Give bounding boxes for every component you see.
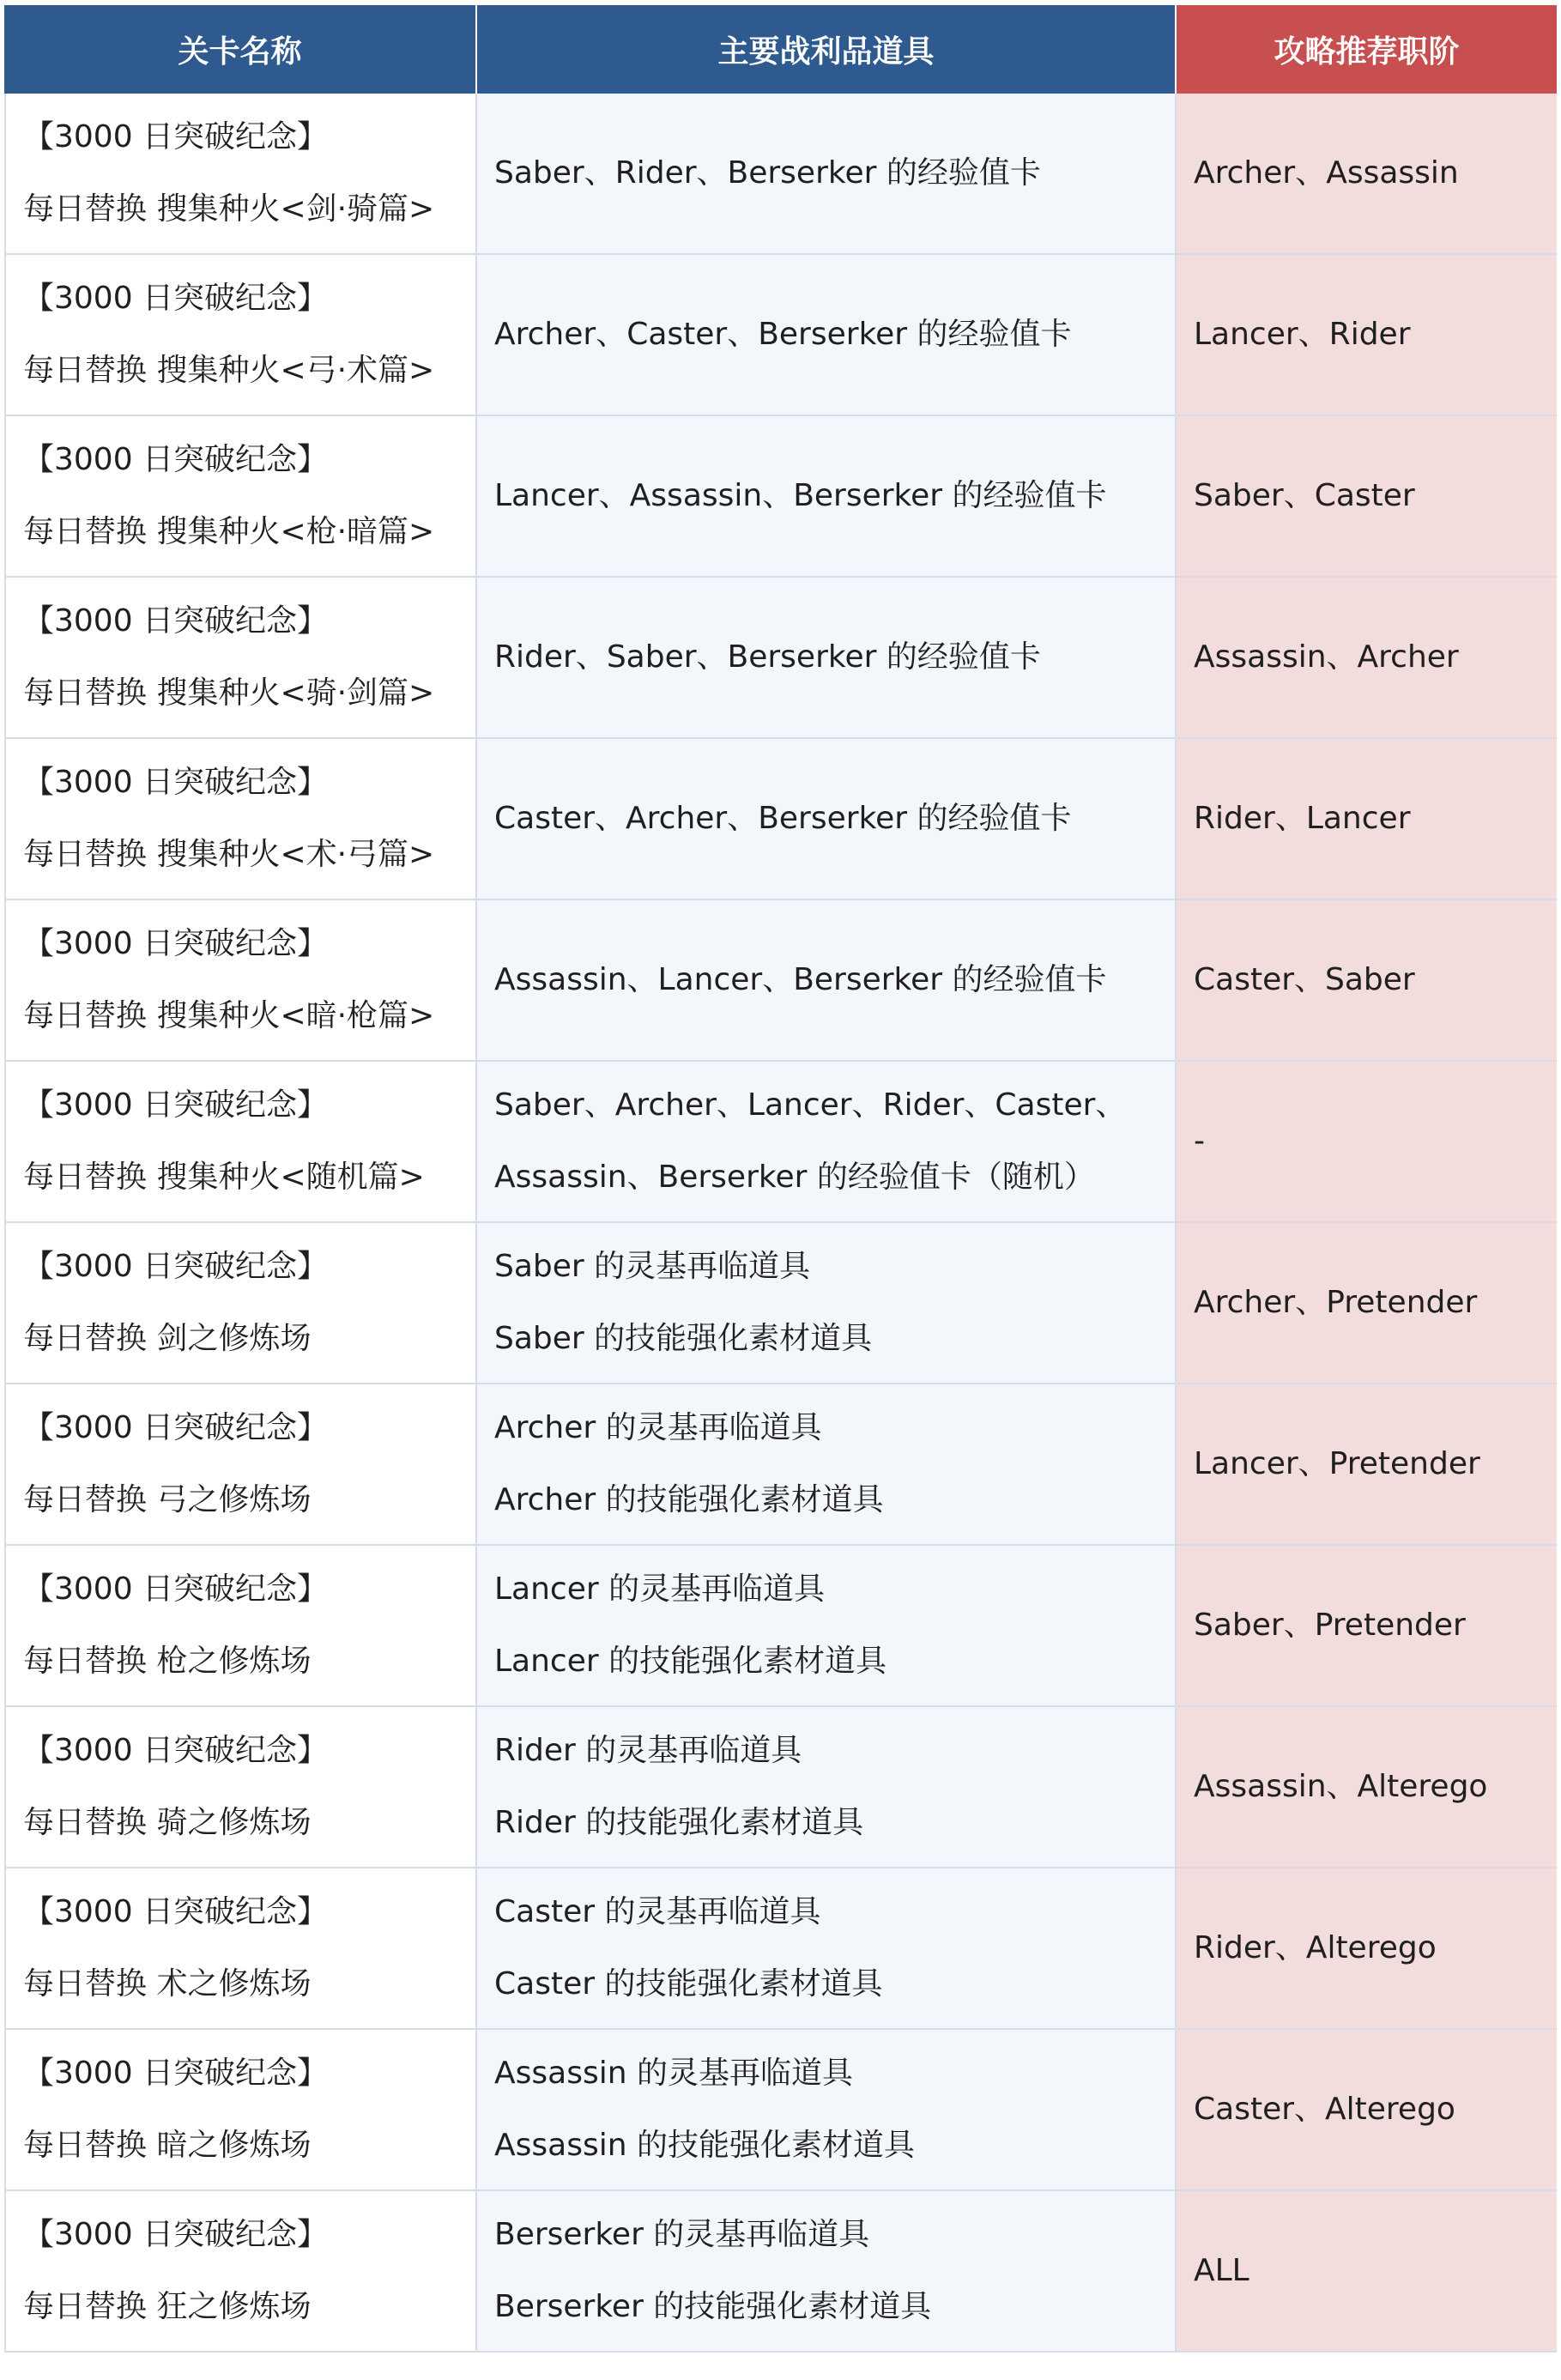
quest-name-cell xyxy=(4,1062,477,1223)
quest-title: 每日替换 枪之修炼场 xyxy=(23,1644,312,1679)
quest-event-label: 【3000 日突破纪念】 xyxy=(23,2217,329,2252)
quest-title: 每日替换 搜集种火<暗·枪篇> xyxy=(23,998,435,1033)
table-body xyxy=(4,94,1557,2353)
quest-event-label: 【3000 日突破纪念】 xyxy=(23,1733,329,1768)
quest-event-label: 【3000 日突破纪念】 xyxy=(23,1894,329,1929)
main-loot-cell xyxy=(477,1546,1177,1707)
main-loot-cell xyxy=(477,900,1177,1062)
main-loot-cell xyxy=(477,1223,1177,1384)
quest-name-cell xyxy=(4,2191,477,2353)
loot-line: Archer 的灵基再临道具 xyxy=(494,1410,822,1445)
loot-line: Assassin、Berserker 的经验值卡（随机） xyxy=(494,1160,1095,1195)
loot-line: Saber、Archer、Lancer、Rider、Caster、 xyxy=(494,1087,1127,1123)
quest-title: 每日替换 搜集种火<术·弓篇> xyxy=(23,837,435,872)
quest-title: 每日替换 搜集种火<剑·骑篇> xyxy=(23,191,435,227)
quest-name-cell xyxy=(4,578,477,739)
table-row xyxy=(4,2191,1557,2353)
quest-event-label: 【3000 日突破纪念】 xyxy=(23,281,329,316)
loot-line: Saber、Rider、Berserker 的经验值卡 xyxy=(494,155,1041,191)
quest-title: 每日替换 搜集种火<枪·暗篇> xyxy=(23,514,435,549)
quest-event-label: 【3000 日突破纪念】 xyxy=(23,1249,329,1284)
loot-line: Berserker 的灵基再临道具 xyxy=(494,2217,870,2252)
loot-line: Archer、Caster、Berserker 的经验值卡 xyxy=(494,317,1072,352)
table-row xyxy=(4,416,1557,578)
loot-line: Saber 的技能强化素材道具 xyxy=(494,1321,873,1356)
recommended-class-cell: Assassin、Archer xyxy=(1177,578,1557,739)
loot-line: Lancer 的灵基再临道具 xyxy=(494,1572,826,1607)
loot-line: Rider 的灵基再临道具 xyxy=(494,1733,802,1768)
quest-event-label: 【3000 日突破纪念】 xyxy=(23,1572,329,1607)
quest-event-label: 【3000 日突破纪念】 xyxy=(23,2056,329,2091)
main-loot-cell xyxy=(477,578,1177,739)
main-loot-cell xyxy=(477,2030,1177,2191)
recommended-class-cell: ALL xyxy=(1177,2191,1557,2353)
quest-event-label: 【3000 日突破纪念】 xyxy=(23,442,329,477)
quest-title: 每日替换 狂之修炼场 xyxy=(23,2289,312,2324)
table-row xyxy=(4,94,1557,255)
quest-name-cell xyxy=(4,900,477,1062)
recommended-class-cell: Caster、Alterego xyxy=(1177,2030,1557,2191)
header-main-loot: 主要战利品道具 xyxy=(477,5,1177,94)
recommended-class-cell: Lancer、Rider xyxy=(1177,255,1557,416)
quest-title: 每日替换 搜集种火<骑·剑篇> xyxy=(23,675,435,711)
recommended-class-cell: Lancer、Pretender xyxy=(1177,1384,1557,1546)
recommended-class-cell: Saber、Pretender xyxy=(1177,1546,1557,1707)
quest-name-cell xyxy=(4,416,477,578)
quest-event-label: 【3000 日突破纪念】 xyxy=(23,765,329,800)
loot-line: Caster 的技能强化素材道具 xyxy=(494,1966,883,2002)
table-row xyxy=(4,1546,1557,1707)
main-loot-cell xyxy=(477,739,1177,900)
main-loot-cell xyxy=(477,2191,1177,2353)
main-loot-cell xyxy=(477,416,1177,578)
header-recommended-class: 攻略推荐职阶 xyxy=(1177,5,1557,94)
recommended-class-cell: Archer、Pretender xyxy=(1177,1223,1557,1384)
quest-title: 每日替换 搜集种火<弓·术篇> xyxy=(23,353,435,388)
recommended-class-cell: Assassin、Alterego xyxy=(1177,1707,1557,1868)
header-quest-name: 关卡名称 xyxy=(4,5,477,94)
quest-title: 每日替换 骑之修炼场 xyxy=(23,1805,312,1840)
recommended-class-cell: Saber、Caster xyxy=(1177,416,1557,578)
table-row xyxy=(4,1707,1557,1868)
loot-line: Lancer 的技能强化素材道具 xyxy=(494,1644,887,1679)
loot-line: Archer 的技能强化素材道具 xyxy=(494,1482,884,1517)
table-row xyxy=(4,1062,1557,1223)
loot-line: Lancer、Assassin、Berserker 的经验值卡 xyxy=(494,478,1107,513)
quest-title: 每日替换 搜集种火<随机篇> xyxy=(23,1160,425,1195)
loot-line: Assassin 的技能强化素材道具 xyxy=(494,2128,915,2163)
quest-name-cell xyxy=(4,1546,477,1707)
quest-event-label: 【3000 日突破纪念】 xyxy=(23,119,329,154)
loot-line: Berserker 的技能强化素材道具 xyxy=(494,2289,932,2324)
quest-title: 每日替换 暗之修炼场 xyxy=(23,2128,312,2163)
quest-event-label: 【3000 日突破纪念】 xyxy=(23,603,329,639)
loot-line: Assassin、Lancer、Berserker 的经验值卡 xyxy=(494,962,1107,997)
recommended-class-cell: Rider、Alterego xyxy=(1177,1868,1557,2030)
main-loot-cell xyxy=(477,1707,1177,1868)
quest-name-cell xyxy=(4,1868,477,2030)
table-row xyxy=(4,1384,1557,1546)
recommended-class-cell: Archer、Assassin xyxy=(1177,94,1557,255)
quest-title: 每日替换 术之修炼场 xyxy=(23,1966,312,2002)
header-row xyxy=(4,5,1557,94)
table-row xyxy=(4,1223,1557,1384)
quest-name-cell xyxy=(4,94,477,255)
quest-event-label: 【3000 日突破纪念】 xyxy=(23,1410,329,1445)
quest-event-label: 【3000 日突破纪念】 xyxy=(23,926,329,961)
loot-line: Rider、Saber、Berserker 的经验值卡 xyxy=(494,639,1041,675)
main-loot-cell xyxy=(477,1384,1177,1546)
main-loot-cell xyxy=(477,94,1177,255)
quest-title: 每日替换 剑之修炼场 xyxy=(23,1321,312,1356)
table-row xyxy=(4,1868,1557,2030)
quest-name-cell xyxy=(4,255,477,416)
table-row xyxy=(4,578,1557,739)
loot-line: Caster、Archer、Berserker 的经验值卡 xyxy=(494,801,1072,836)
loot-line: Assassin 的灵基再临道具 xyxy=(494,2056,853,2091)
loot-line: Saber 的灵基再临道具 xyxy=(494,1249,811,1284)
main-loot-cell xyxy=(477,1868,1177,2030)
quest-title: 每日替换 弓之修炼场 xyxy=(23,1482,312,1517)
quest-table xyxy=(4,5,1557,2353)
recommended-class-cell: Rider、Lancer xyxy=(1177,739,1557,900)
quest-name-cell xyxy=(4,2030,477,2191)
recommended-class-cell: - xyxy=(1177,1062,1557,1223)
table-row xyxy=(4,900,1557,1062)
recommended-class-cell: Caster、Saber xyxy=(1177,900,1557,1062)
table-row xyxy=(4,739,1557,900)
loot-line: Rider 的技能强化素材道具 xyxy=(494,1805,864,1840)
main-loot-cell xyxy=(477,1062,1177,1223)
quest-name-cell xyxy=(4,739,477,900)
quest-name-cell xyxy=(4,1384,477,1546)
main-loot-cell xyxy=(477,255,1177,416)
quest-name-cell xyxy=(4,1223,477,1384)
quest-event-label: 【3000 日突破纪念】 xyxy=(23,1087,329,1123)
table-row xyxy=(4,255,1557,416)
loot-line: Caster 的灵基再临道具 xyxy=(494,1894,821,1929)
table-row xyxy=(4,2030,1557,2191)
quest-name-cell xyxy=(4,1707,477,1868)
